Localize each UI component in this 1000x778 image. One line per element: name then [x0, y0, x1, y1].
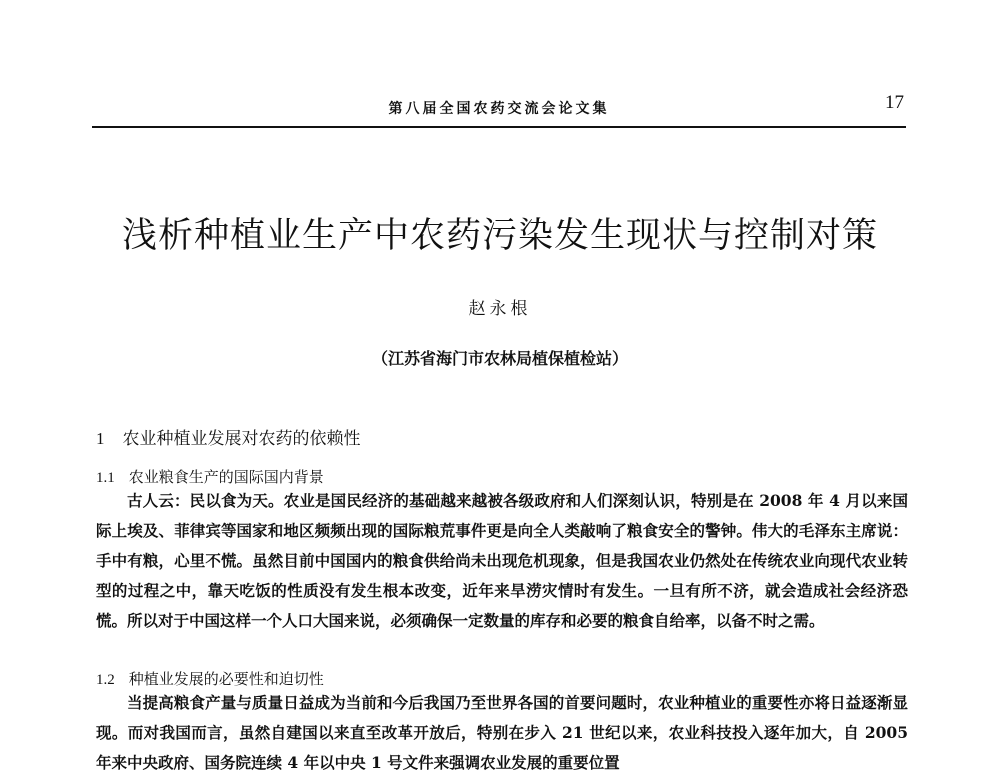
- article-title: 浅析种植业生产中农药污染发生现状与控制对策: [121, 216, 878, 256]
- subsection-1-1-number: 1.1: [96, 470, 115, 486]
- subsection-1-1-title: 农业粮食生产的国际国内背景: [128, 468, 324, 486]
- section-1-title: 农业种植业发展对农药的依赖性: [122, 429, 361, 449]
- author-name: 赵永根: [468, 299, 532, 319]
- subsection-1-2-title: 种植业发展的必要性和迫切性: [128, 670, 324, 688]
- author-affiliation: （江苏省海门市农林局植保植检站）: [371, 349, 628, 368]
- section-1-heading: [96, 424, 361, 449]
- journal-title: 第八届全国农药交流会论文集: [388, 101, 610, 117]
- section-1-number: 1: [96, 429, 105, 448]
- subsection-1-2-paragraph: 当提高粮食产量与质量日益成为当前和今后我国乃至世界各国的首要问题时，农业种植业的重要性亦将日益逐渐显现。而对我国而言，虽然自建国以来直至改革开放后，特别在步入 21 世纪以来，农业科技投入逐年加大，自 2005 年来中央政府、国务院连续 4 年以中央 1 号文件来强调农业发展的重要位置: [96, 693, 908, 772]
- subsection-1-2-number: 1.2: [96, 672, 115, 688]
- subsection-1-2-heading: [96, 668, 324, 689]
- page-number: 17: [885, 92, 904, 113]
- running-header: [92, 86, 906, 128]
- subsection-1-1-paragraph: 古人云：民以食为天。农业是国民经济的基础越来越被各级政府和人们深刻认识，特别是在 2008 年 4 月以来国际上埃及、菲律宾等国家和地区频频出现的国际粮荒事件更是向全人类敲响了粮食安全的警钟。伟大的毛泽东主席说：手中有粮，心里不慌。虽然目前中国国内的粮食供给尚未出现危机现象，但是我国农业仍然处在传统农业向现代农业转型的过程之中，靠天吃饭的性质没有发生根本改变，近年来旱涝灾情时有发生。一旦有所不济，就会造成社会经济恐慌。所以对于中国这样一个人口大国来说，必须确保一定数量的库存和必要的粮食自给率，以备不时之需。: [96, 491, 908, 630]
- subsection-1-1-heading: [96, 466, 324, 487]
